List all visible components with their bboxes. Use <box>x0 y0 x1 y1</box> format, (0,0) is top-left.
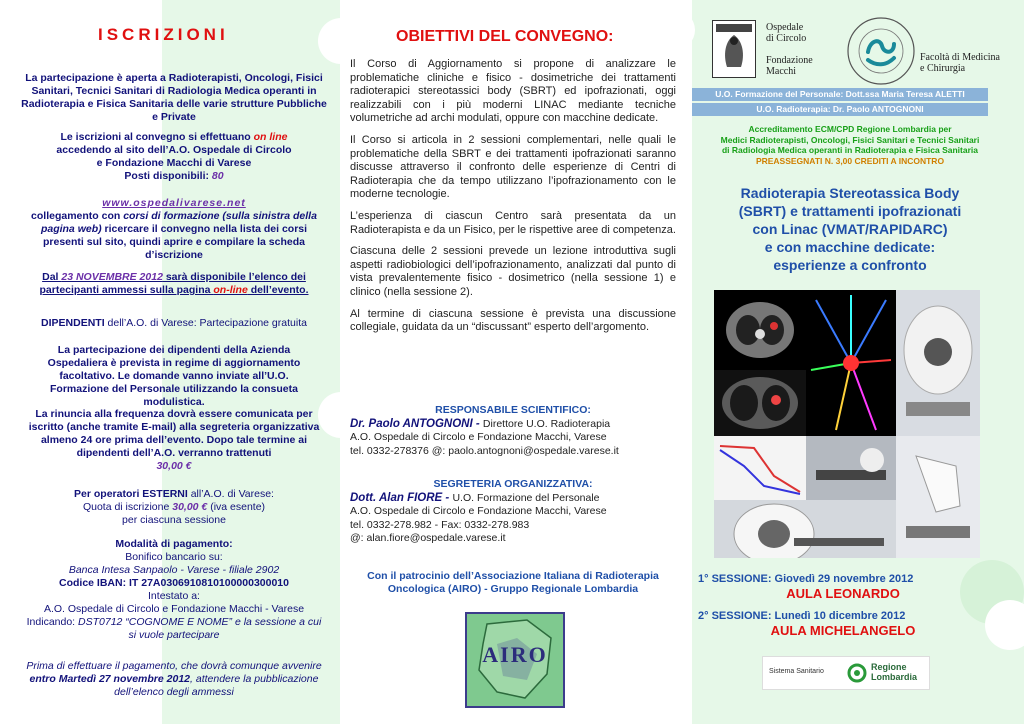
main-title-1: Radioterapia Stereotassica Body <box>740 185 960 201</box>
univ-name-2: e Chirurgia <box>920 63 966 74</box>
hosp-name-2: di Circolo <box>766 33 807 44</box>
posti-label: Posti disponibili: <box>124 170 212 182</box>
treatment-couch-icon <box>806 436 896 500</box>
pay-6b: DST0712 “COGNOME E NOME” e la sessione a cui si vuole partecipare <box>78 616 322 641</box>
hosp-name-3: Fondazione <box>766 55 813 66</box>
hosp-name-4: Macchi <box>766 66 796 77</box>
rinuncia-body: La rinuncia alla frequenza dovrà essere comunicata per iscritto (anche tramite E-mail) alla segreteria organizzativa almeno 24 ore prima dell’evento. Dopo tale termine ai dipendenti dell’A.O. verranno trattenuti <box>28 408 320 459</box>
pay-3: Codice IBAN: IT 27A0306910810100000300010 <box>59 577 289 589</box>
dal-a: Dal <box>42 271 62 283</box>
iscr-line1: Le iscrizioni al convegno si effettuano <box>60 131 254 143</box>
airo-logo <box>465 612 565 708</box>
pay-6a: Indicando: <box>26 616 79 628</box>
dal-date: 23 NOVEMBRE 2012 <box>61 271 163 283</box>
website-link[interactable]: www.ospedalivarese.net <box>102 197 246 209</box>
session1-label: 1° SESSIONE: Giovedì 29 novembre 2012 <box>698 573 914 585</box>
cyberknife-icon <box>896 436 980 558</box>
info-bar-radioterapia: U.O. Radioterapia: Dr. Paolo ANTOGNONI <box>692 103 988 116</box>
esterni-block <box>18 488 330 527</box>
resp-title: RESPONSABILE SCIENTIFICO: <box>435 404 591 416</box>
accr-1: Accreditamento ECM/CPD Regione Lombardia per <box>748 124 952 134</box>
hosp-name-1: Ospedale <box>766 22 804 33</box>
resp-role: Direttore U.O. Radioterapia <box>482 417 611 430</box>
quota-a: Quota di iscrizione <box>82 501 173 513</box>
seg-name: Dott. Alan FIORE - <box>350 491 453 504</box>
dal-c: dell’evento. <box>247 284 309 296</box>
obj-p4: Ciascuna delle 2 sessioni prevede un lezione introduttiva sugli aspetti radiobiologici dell’ipofrazionamento, analizzati dal punto di vista prevalentemente fisico - dosimetrico (nella sessione 1) e clinico (nella sessione 2). <box>350 245 676 298</box>
regione-footer <box>762 656 930 690</box>
linac-machine-icon <box>896 290 980 436</box>
linac-room-image <box>896 290 980 436</box>
university-seal-icon <box>846 16 916 86</box>
session2-room: AULA MICHELANGELO <box>770 623 916 638</box>
website-block <box>18 197 330 262</box>
prima-text <box>24 660 324 699</box>
dvh-image <box>714 436 806 500</box>
accr-2: Medici Radioterapisti, Oncologi, Fisici Sanitari e Tecnici Sanitari <box>720 134 980 145</box>
beam-arrangement-icon <box>806 290 896 436</box>
pagamento-block <box>18 538 330 642</box>
quota-b: (iva esente) <box>207 501 266 513</box>
ct-slice-icon <box>714 290 806 370</box>
seg-role: U.O. Formazione del Personale <box>452 491 600 504</box>
main-title-2: (SBRT) e trattamenti ipofrazionati <box>738 203 962 219</box>
ct-scan-image <box>714 290 806 370</box>
main-title-5: esperienze a confronto <box>773 257 927 273</box>
iscrizioni-block <box>18 131 330 183</box>
responsabile-block <box>350 404 676 458</box>
obiettivi-title: OBIETTIVI DEL CONVEGNO: <box>396 28 614 45</box>
obj-p3: L’esperienza di ciascun Centro sarà presentata da un Radioterapista e da un Fisico, per le rispettive aree di competenza. <box>350 209 676 236</box>
dip-para: La partecipazione dei dipendenti della Azienda Ospedaliera è prevista in regime di aggiornamento facoltativo. Le domande vanno inviate all’U.O. Formazione del Personale utilizzando la consueta modulistica. <box>47 344 301 408</box>
coll-a: collegamento con <box>31 210 124 222</box>
regione-name <box>871 662 917 682</box>
seg-title: SEGRETERIA ORGANIZZATIVA: <box>433 478 593 490</box>
gantry-ring-icon <box>714 500 896 558</box>
obj-p1: Il Corso di Aggiornamento si propone di analizzare le problematiche cliniche e fisico - dosimetriche dei trattamenti radioterapici stereotassici body (SBRT) ed ipofrazionati, oggi realizzabili con i più moderni LINAC mediante tecniche volumetriche ad archi modulati, oppure con macchine dedicate. <box>350 58 676 125</box>
tomotherapy-image <box>896 436 980 558</box>
patient-positioning-image <box>806 436 896 500</box>
iscrizioni-title: ISCRIZIONI <box>98 25 229 44</box>
segreteria-block <box>350 478 676 546</box>
quota-c: per ciascuna sessione <box>122 514 226 526</box>
session1-room: AULA LEONARDO <box>786 586 900 601</box>
hospital-logo <box>712 20 756 78</box>
pay-1: Bonifico bancario su: <box>125 551 223 563</box>
gantry-image <box>714 500 896 558</box>
deco-circle <box>655 10 695 50</box>
prima-b: entro Martedì 27 novembre 2012 <box>29 673 191 685</box>
dal-b: sarà disponibile l’elenco dei partecipanti ammessi sulla pagina <box>39 271 306 296</box>
quota-value: 30,00 € <box>172 501 208 513</box>
regione-line-1: Regione <box>871 662 907 672</box>
ext-text: all’A.O. di Varese: <box>187 488 274 500</box>
seg-mail: @: alan.fiore@ospedale.varese.it <box>350 532 506 544</box>
lung-scan-icon <box>714 370 806 436</box>
prima-c: , attendere la pubblicazione dell’elenco degli ammessi <box>114 673 319 698</box>
rinuncia-fee: 30,00 € <box>156 460 192 472</box>
dal-online: on-line <box>213 284 248 296</box>
pay-5: A.O. Ospedale di Circolo e Fondazione Macchi - Varese <box>43 603 305 615</box>
patrocinio-text: Con il patrocinio dell’Associazione Italiana di Radioterapia Oncologica (AIRO) - Gruppo Regionale Lombardia <box>367 570 659 595</box>
main-title-4: e con macchine dedicate: <box>764 239 936 255</box>
hospital-crest-icon <box>713 21 755 77</box>
intro-text: La partecipazione è aperta a Radioterapisti, Oncologi, Fisici Sanitari, Tecnici Sanitari di Radiologia Medica operanti in Radioterapia e Fisica Sanitaria delle varie strutture Pubbliche e Private <box>21 72 327 123</box>
posti-value: 80 <box>211 170 224 182</box>
photo-collage <box>714 290 980 558</box>
university-name <box>920 52 1000 74</box>
accr-4: PREASSEGNATI N. 3,00 CREDITI A INCONTRO <box>755 155 945 166</box>
obj-p2: Il Corso si articola in 2 sessioni complementari, nelle quali le problematiche della SBRT e dei trattamenti ipofrazionati saranno discusse attraverso il confronto delle esperienze di Centri di Radioterapia che da tempo utilizzano l’ipofrazionamento con le moderne tecnologie. <box>350 133 676 201</box>
dip-text: dell’A.O. di Varese: Partecipazione gratuita <box>104 317 307 329</box>
dvh-curve-icon <box>714 436 806 500</box>
dose-plan-image <box>806 290 896 436</box>
dipendenti-line <box>18 317 330 330</box>
iscr-line3: e Fondazione Macchi di Varese <box>96 157 252 169</box>
main-title-3: con Linac (VMAT/RAPIDARC) <box>752 221 948 237</box>
dip-label: DIPENDENTI <box>41 317 105 329</box>
coll-c: ricercare il convegno nella lista dei corsi presenti sul sito, quindi aprire e compilare la scheda d’iscrizione <box>43 223 308 261</box>
ext-label: Per operatori ESTERNI <box>74 488 188 500</box>
pay-title: Modalità di pagamento: <box>115 538 233 550</box>
coll-b: corsi di formazione (sulla sinistra della pagina web) <box>40 210 317 235</box>
airo-text: AIRO <box>482 642 548 667</box>
dal-text <box>24 271 324 297</box>
accr-3: di Radiologia Medica operanti in Radioterapia e Fisica Sanitaria <box>721 145 978 155</box>
main-title <box>700 184 1000 274</box>
hospital-name <box>766 22 813 77</box>
pay-4: Intestato a: <box>148 590 200 602</box>
university-logo <box>846 16 916 86</box>
online-text: on line <box>253 131 288 143</box>
resp-contact: tel. 0332-278376 @: paolo.antognoni@ospedale.varese.it <box>350 444 619 457</box>
seg-tel: tel. 0332-278.982 - Fax: 0332-278.983 <box>350 518 530 531</box>
regione-rose-icon <box>847 663 867 683</box>
session2-label: 2° SESSIONE: Lunedì 10 dicembre 2012 <box>698 610 906 622</box>
resp-org: A.O. Ospedale di Circolo e Fondazione Macchi, Varese <box>350 431 607 443</box>
prima-a: Prima di effettuare il pagamento, che dovrà comunque avvenire <box>26 660 322 672</box>
rinuncia-text <box>18 408 330 473</box>
obiettivi-body <box>350 58 676 335</box>
regione-line-2: Lombardia <box>871 672 918 682</box>
sessions-block <box>698 572 988 638</box>
info-bar-formazione: U.O. Formazione del Personale: Dott.ssa Maria Teresa ALETTI <box>692 88 988 101</box>
pay-2: Banca Intesa Sanpaolo - Varese - filiale 2902 <box>68 564 280 576</box>
accreditamento-block <box>700 124 1000 166</box>
iscr-line2: accedendo al sito dell’A.O. Ospedale di Circolo <box>56 144 292 156</box>
seg-org: A.O. Ospedale di Circolo e Fondazione Macchi, Varese <box>350 505 607 517</box>
lung-ct-image <box>714 370 806 436</box>
univ-name-1: Facoltà di Medicina <box>920 52 1000 63</box>
sistema-sanitario-text: Sistema Sanitario <box>769 668 824 675</box>
obj-p5: Al termine di ciascuna sessione è prevista una discussione collegiale, guidata da un “discussant” esperto dell’argomento. <box>350 307 676 334</box>
resp-name: Dr. Paolo ANTOGNONI - <box>350 417 483 430</box>
